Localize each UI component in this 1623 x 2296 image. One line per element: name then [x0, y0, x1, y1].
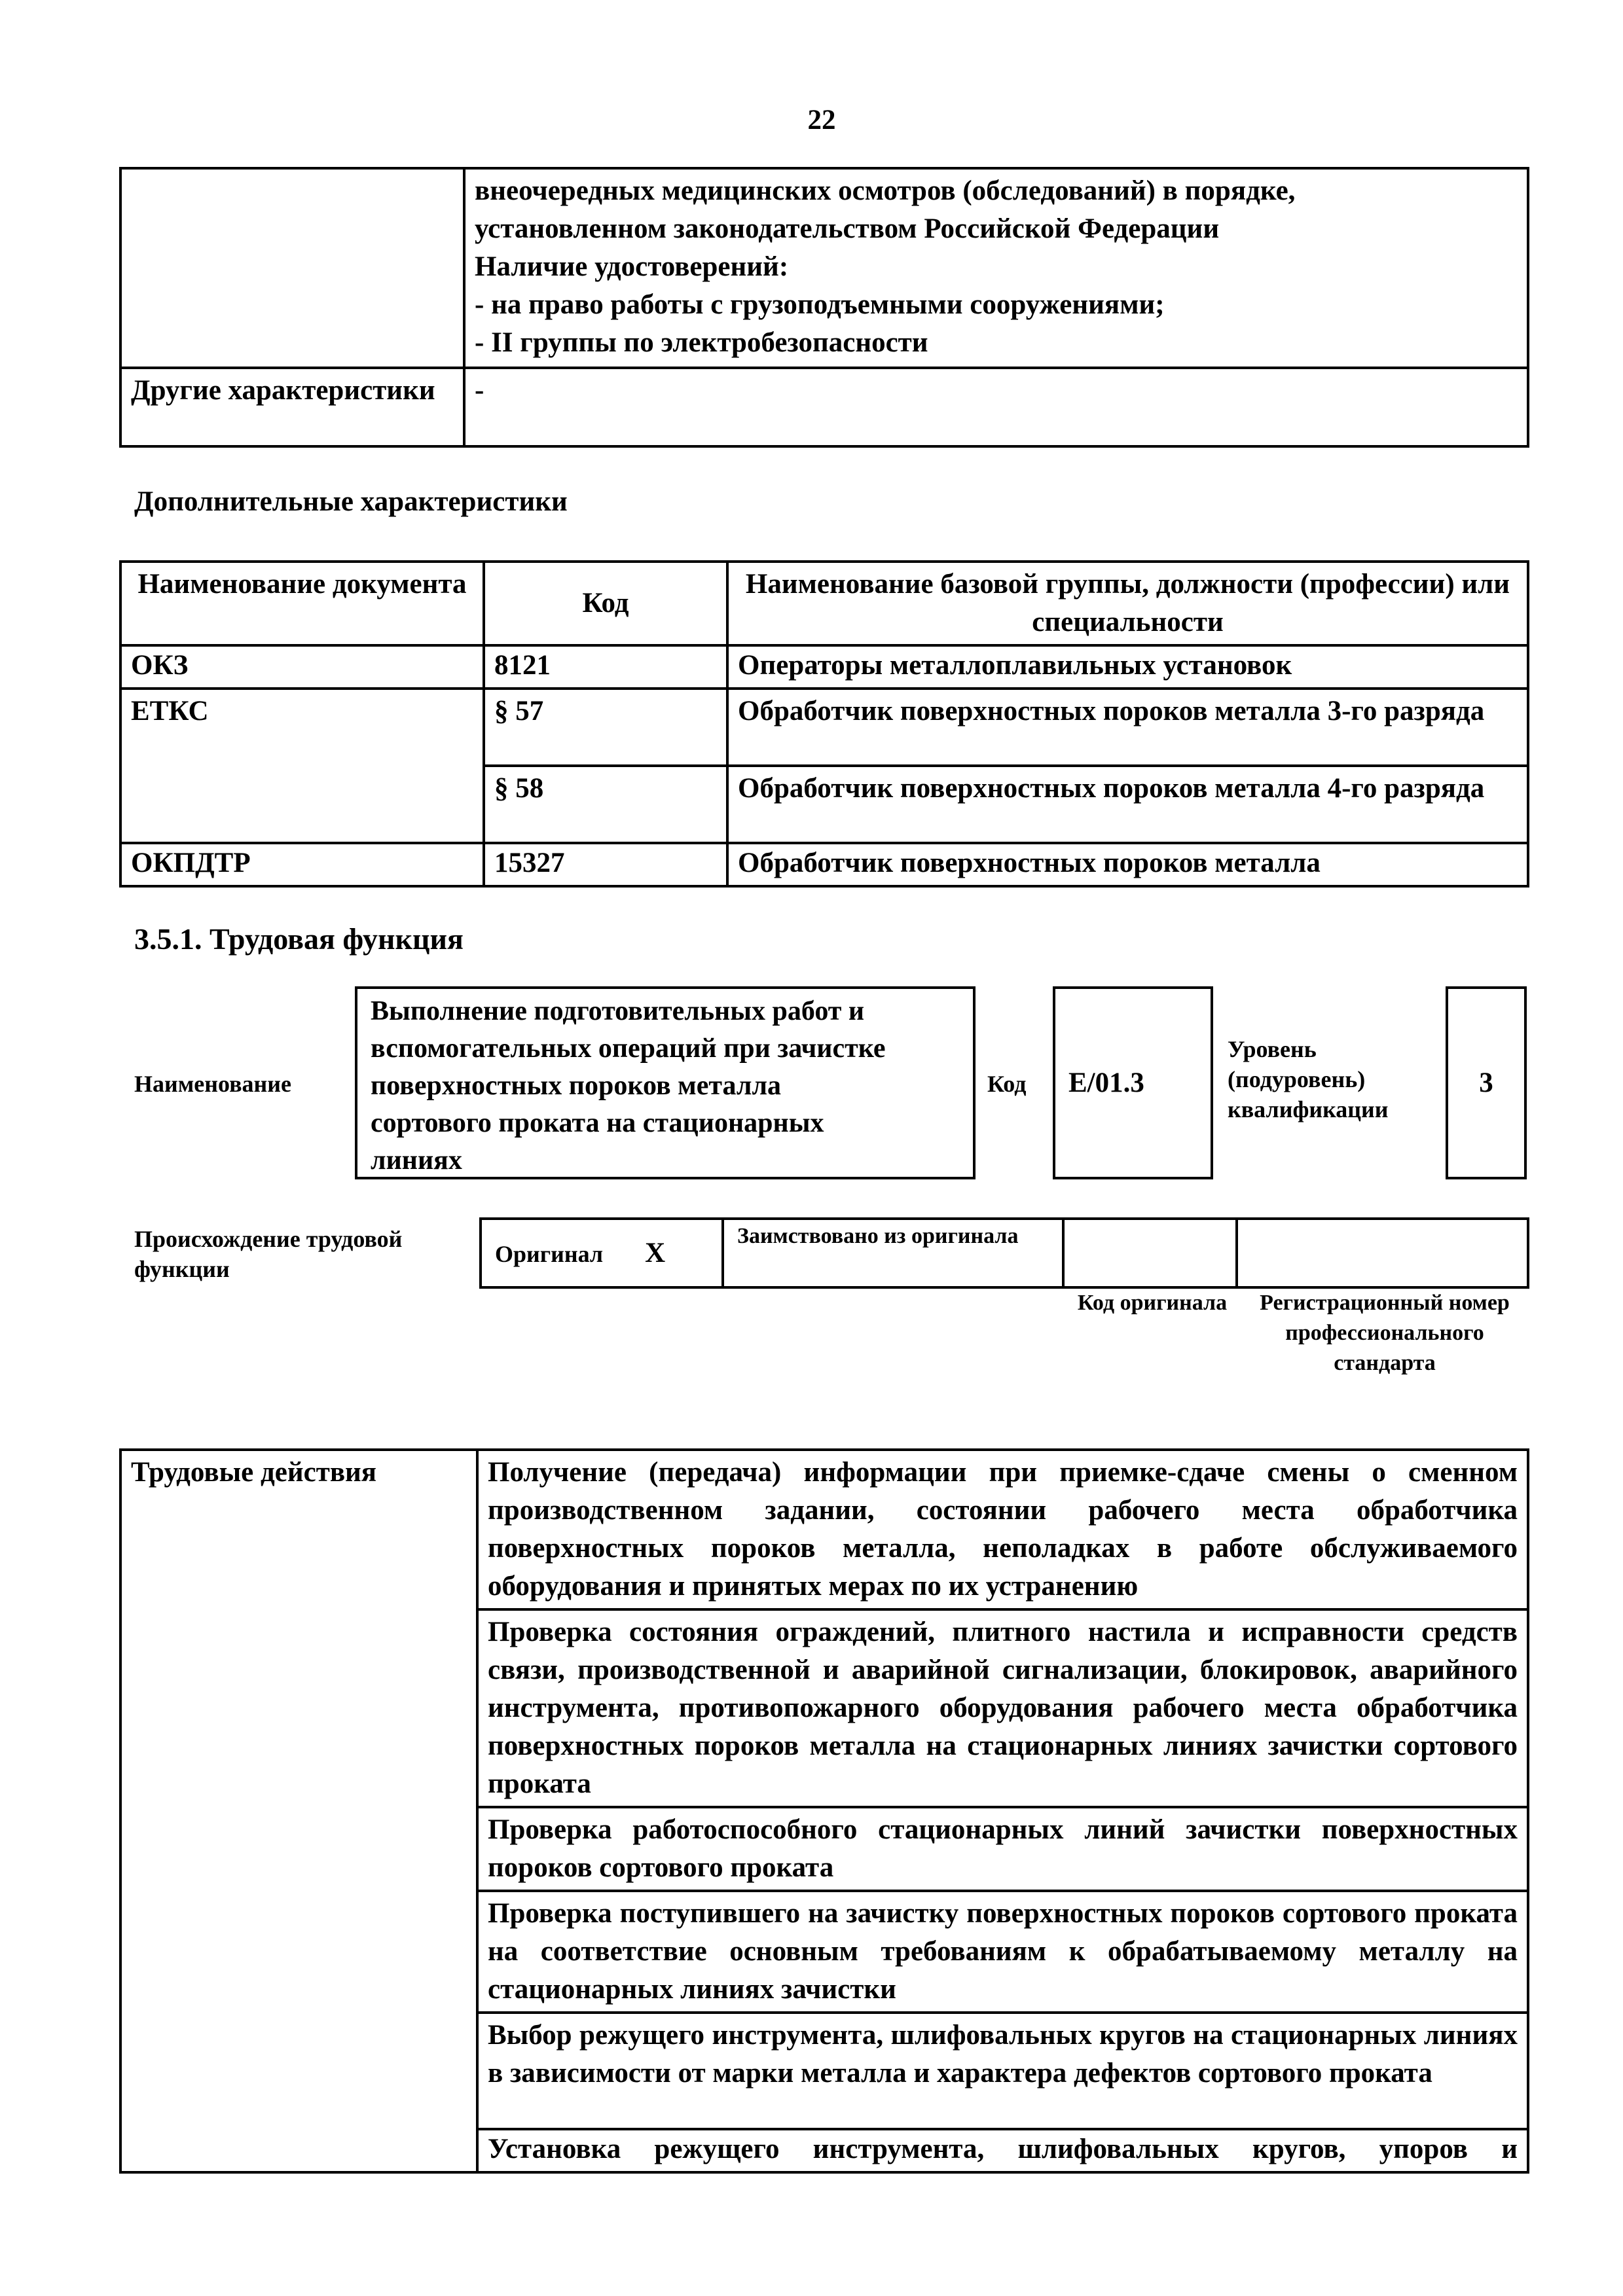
level-box	[1446, 986, 1527, 1179]
text-line: линиях	[371, 1145, 462, 1175]
text-line: поверхностных пороков металла	[371, 1071, 782, 1101]
function-code-box	[1053, 986, 1213, 1179]
text-line: квалификации	[1228, 1096, 1389, 1122]
action-item: Получение (передача) информации при приемке-сдаче смены о сменном производственном задании, состоянии рабочего места обработчика поверхностных пороков металла, неполадках в работе обслуживаемого оборудования и принятых мерах по их устранению	[477, 1450, 1528, 1609]
top-table	[119, 167, 1529, 448]
origin-reg-caption: Регистрационный номер профессионального стандарта	[1260, 1291, 1510, 1375]
code-cell: § 58	[484, 766, 727, 843]
text-line: - II группы по электробезопасности	[475, 327, 928, 358]
borrowed-cell: Заимствовано из оригинала	[723, 1219, 1063, 1287]
code-cell: § 57	[484, 689, 727, 766]
text-line: внеочередных медицинских осмотров (обследований) в порядке,	[475, 175, 1296, 206]
table-row	[120, 1450, 1528, 1609]
text-line: установленном законодательством Российской Федерации	[475, 213, 1220, 244]
additional-table	[119, 560, 1529, 888]
other-characteristics-value: -	[464, 368, 1528, 446]
function-code-label: Код	[987, 1071, 1027, 1097]
origin-label: Происхождение трудовой функции	[134, 1226, 403, 1282]
origin-table	[479, 1217, 1529, 1289]
text-line: Наличие удостоверений:	[475, 251, 789, 282]
table-row	[120, 368, 1528, 446]
function-name-label: Наименование	[134, 1071, 291, 1097]
original-label: Оригинал	[495, 1240, 604, 1267]
text-line: Выполнение подготовительных работ и	[371, 996, 865, 1026]
name-cell: Обработчик поверхностных пороков металла	[727, 843, 1528, 886]
top-table-value-cell	[464, 168, 1528, 368]
original-cell	[481, 1219, 723, 1287]
other-characteristics-label: Другие характеристики	[120, 368, 464, 446]
name-cell: Обработчик поверхностных пороков металла 3-го разряда	[727, 689, 1528, 766]
actions-table	[119, 1448, 1529, 2174]
code-cell: 15327	[484, 843, 727, 886]
text-line: сортового проката на стационарных	[371, 1108, 824, 1138]
column-header-name: Наименование базовой группы, должности (профессии) или специальности	[727, 562, 1528, 645]
action-item: Проверка состояния ограждений, плитного настила и исправности средств связи, производственной и аварийной сигнализации, блокировок, аварийного инструмента, противопожарного оборудования рабочего места обработчика поверхностных пороков металла на стационарных линиях зачистки сортового проката	[477, 1609, 1528, 1807]
table-row	[481, 1219, 1528, 1287]
origin-code-caption: Код оригинала	[1077, 1291, 1228, 1315]
table-row	[120, 168, 1528, 368]
action-item: Установка режущего инструмента, шлифовальных кругов, упоров и	[477, 2129, 1528, 2172]
function-name-box	[355, 986, 976, 1179]
doc-cell: ОКЗ	[120, 645, 484, 689]
original-mark: X	[645, 1237, 666, 1268]
action-item: Выбор режущего инструмента, шлифовальных кругов на стационарных линиях в зависимости от марки металла и характера дефектов сортового проката	[477, 2013, 1528, 2129]
column-header-code: Код	[484, 562, 727, 645]
origin-reg-cell	[1237, 1219, 1528, 1287]
level-value: 3	[1479, 1067, 1493, 1098]
text-line: вспомогательных операций при зачистке	[371, 1033, 886, 1064]
function-code-value: Е/01.3	[1068, 1067, 1144, 1098]
table-row	[120, 689, 1528, 766]
doc-cell: ЕТКС	[120, 689, 484, 843]
name-cell: Операторы металлоплавильных установок	[727, 645, 1528, 689]
function-heading: 3.5.1. Трудовая функция	[134, 922, 464, 956]
page-number: 22	[807, 105, 836, 135]
origin-code-cell	[1063, 1219, 1237, 1287]
doc-cell: ОКПДТР	[120, 843, 484, 886]
table-header-row	[120, 562, 1528, 645]
top-table-label-cell	[120, 168, 464, 368]
column-header-document: Наименование документа	[120, 562, 484, 645]
additional-heading: Дополнительные характеристики	[134, 486, 568, 517]
level-label	[1228, 1034, 1389, 1124]
action-item: Проверка поступившего на зачистку поверхностных пороков сортового проката на соответствие основным требованиям к обрабатываемому металлу на стационарных линиях зачистки	[477, 1891, 1528, 2013]
text-line: Уровень	[1228, 1036, 1317, 1062]
table-row	[120, 645, 1528, 689]
code-cell: 8121	[484, 645, 727, 689]
name-cell: Обработчик поверхностных пороков металла 4-го разряда	[727, 766, 1528, 843]
actions-label: Трудовые действия	[120, 1450, 477, 2172]
action-item: Проверка работоспособного стационарных линий зачистки поверхностных пороков сортового проката	[477, 1807, 1528, 1891]
text-line: - на право работы с грузоподъемными сооружениями;	[475, 289, 1165, 320]
table-row	[120, 843, 1528, 886]
text-line: (подуровень)	[1228, 1066, 1366, 1092]
